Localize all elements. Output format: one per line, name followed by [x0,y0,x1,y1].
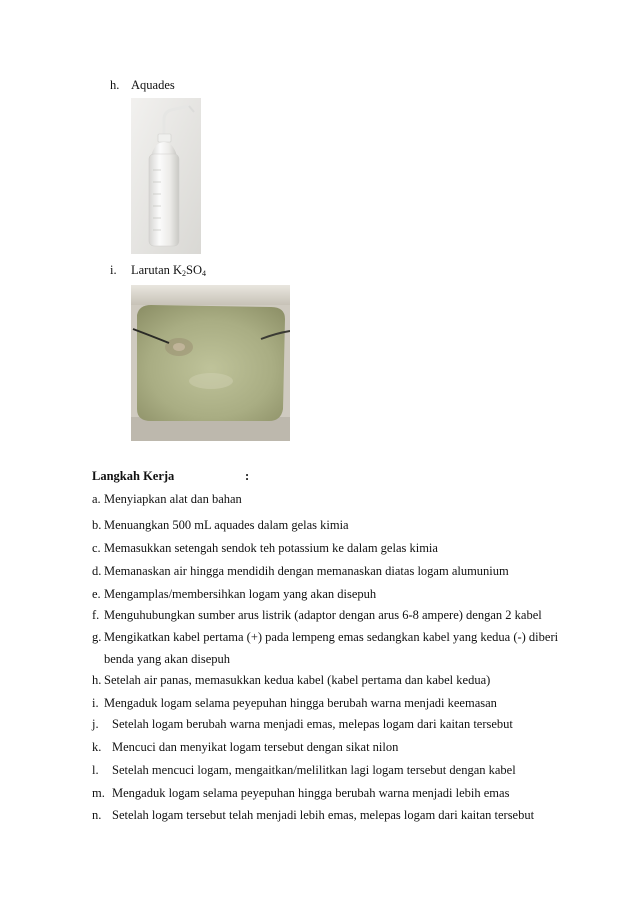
step-e [92,587,376,602]
item-h-label: Aquades [131,78,175,92]
solution-tray-image [131,285,290,441]
step-text: benda yang akan disepuh [104,652,231,666]
item-i-sub-2: 2 [182,269,187,278]
step-text: Setelah logam berubah warna menjadi emas, melepas logam dari kaitan tersebut [112,717,513,731]
section-title: Langkah Kerja [92,469,175,483]
step-letter: h. [92,673,102,687]
step-c [92,541,438,556]
step-text: Mencuci dan menyikat logam tersebut dengan sikat nilon [112,740,399,754]
step-g-continued [92,652,230,667]
step-m [92,786,509,801]
step-text: Mengaduk logam selama peyepuhan hingga berubah warna menjadi lebih emas [112,786,510,800]
wash-bottle-photo [131,98,201,254]
wash-bottle-image [131,98,201,254]
step-text: Memasukkan setengah sendok teh potassium ke dalam gelas kimia [104,541,438,555]
item-h-letter: h. [110,78,120,92]
solution-tray-photo [131,285,290,441]
step-text: Setelah mencuci logam, mengaitkan/melilitkan lagi logam tersebut dengan kabel [112,763,516,777]
step-letter: k. [92,740,102,754]
step-i [92,696,497,711]
step-letter: a. [92,492,101,506]
step-letter: i. [92,696,99,710]
step-text: Menyiapkan alat dan bahan [104,492,242,506]
step-f [92,608,542,623]
step-text: Mengikatkan kabel pertama (+) pada lempeng emas sedangkan kabel yang kedua (-) diberi [104,630,559,644]
step-letter: f. [92,608,100,622]
step-letter: l. [92,763,99,777]
step-letter: d. [92,564,102,578]
step-d [92,564,509,579]
step-letter: c. [92,541,101,555]
step-text: Setelah air panas, memasukkan kedua kabel (kabel pertama dan kabel kedua) [104,673,491,687]
step-letter: g. [92,630,102,644]
item-i-label [131,263,206,278]
step-a [92,492,242,507]
step-letter: m. [92,786,105,800]
step-letter: j. [92,717,99,731]
step-text: Menguhubungkan sumber arus listrik (adaptor dengan arus 6-8 ampere) dengan 2 kabel [104,608,542,622]
step-n [92,808,534,823]
step-text: Memanaskan air hingga mendidih dengan memanaskan diatas logam alumunium [104,564,509,578]
item-i-sub-4: 4 [202,269,207,278]
step-letter: e. [92,587,101,601]
step-text: Menuangkan 500 mL aquades dalam gelas kimia [104,518,349,532]
step-letter: b. [92,518,102,532]
step-h [92,673,490,688]
item-i-mid: SO [186,263,203,277]
step-g [92,630,558,645]
step-letter: n. [92,808,102,822]
step-text: Mengamplas/membersihkan logam yang akan disepuh [104,587,377,601]
step-j [92,717,513,732]
step-text: Setelah logam tersebut telah menjadi lebih emas, melepas logam dari kaitan tersebut [112,808,535,822]
step-b [92,518,349,533]
item-i-text: Larutan K [131,263,183,277]
step-k [92,740,398,755]
item-i-letter: i. [110,263,117,277]
section-colon: : [245,469,250,483]
step-l [92,763,516,778]
step-text: Mengaduk logam selama peyepuhan hingga berubah warna menjadi keemasan [104,696,497,710]
